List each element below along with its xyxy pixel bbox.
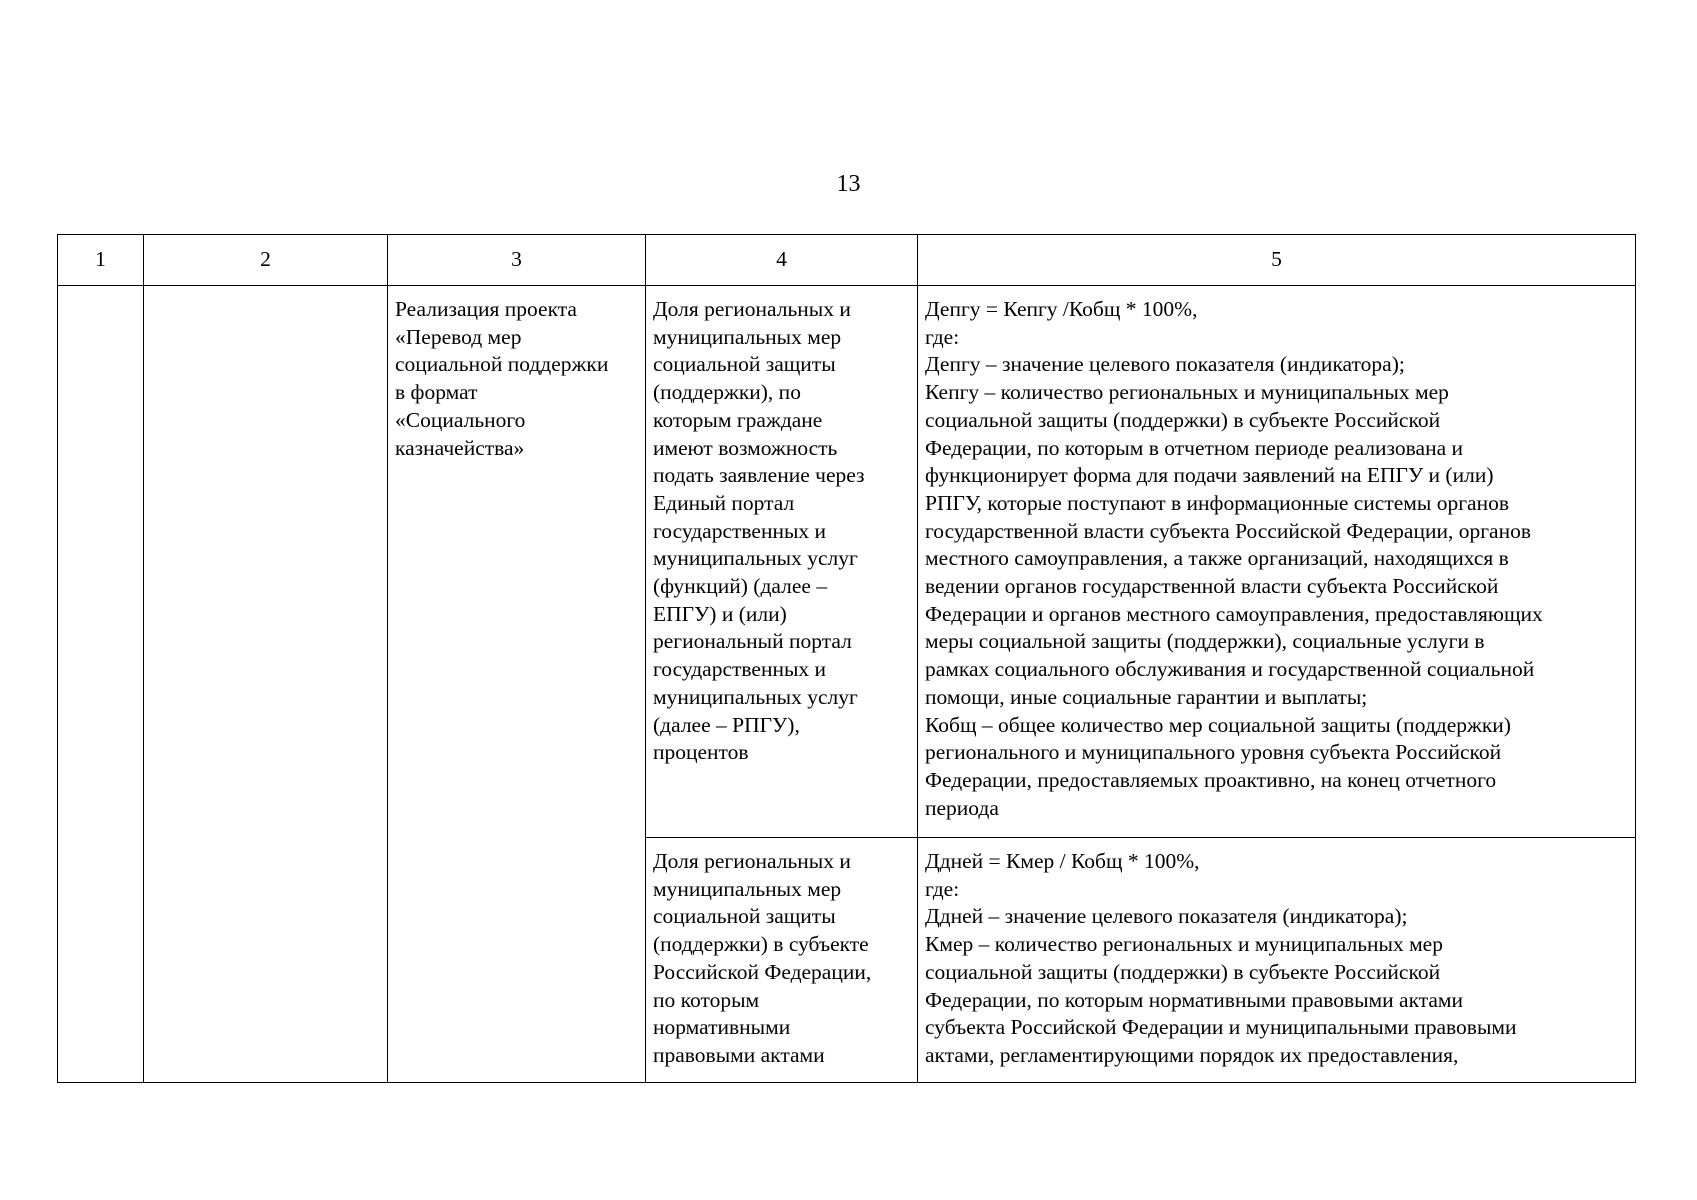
text-line: Ддней = Кмер / Кобщ * 100%,: [925, 849, 1200, 873]
text-line: РПГУ, которые поступают в информационные системы органов: [925, 490, 1509, 515]
text-line: нормативными: [653, 1015, 791, 1040]
text-line: Федерации, предоставляемых проактивно, на конец отчетного: [925, 767, 1497, 792]
text-line: рамках социального обслуживания и государственной социальной: [925, 657, 1535, 682]
text-line: (далее – РПГУ),: [653, 712, 800, 737]
goal-cell: [144, 286, 388, 1083]
formula-cell: [918, 838, 1636, 1083]
text-line: подать заявление через: [653, 463, 865, 488]
column-header-2: 2: [144, 235, 388, 286]
text-line: социальной защиты (поддержки) в субъекте Российской: [925, 959, 1441, 984]
text-line: Депгу = Кепгу /Кобщ * 100%,: [925, 297, 1198, 321]
text-line: в формат: [395, 380, 478, 405]
text-line: государственных и: [653, 518, 827, 543]
indicator-cell: [646, 286, 918, 838]
text-line: Депгу – значение целевого показателя (индикатора);: [925, 352, 1405, 377]
text-line: муниципальных мер: [653, 876, 842, 901]
text-line: Российской Федерации,: [653, 959, 872, 984]
column-header-1: 1: [58, 235, 144, 286]
text-line: муниципальных мер: [653, 324, 842, 349]
text-line: процентов: [653, 740, 749, 765]
text-line: субъекта Российской Федерации и муниципальными правовыми: [925, 1015, 1517, 1040]
indicator-cell: [646, 838, 918, 1083]
text-line: муниципальных услуг: [653, 546, 858, 571]
text-line: Единый портал: [653, 490, 795, 515]
text-line: (поддержки), по: [653, 380, 801, 405]
text-line: регионального и муниципального уровня субъекта Российской: [925, 740, 1502, 765]
page-number: 13: [836, 171, 861, 197]
text-line: ЕПГУ) и (или): [653, 601, 787, 626]
text-line: Кобщ – общее количество мер социальной защиты (поддержки): [925, 712, 1511, 737]
indicators-table: [57, 234, 1636, 1083]
text-line: (поддержки) в субъекте: [653, 932, 869, 957]
text-line: государственной власти субъекта Российской Федерации, органов: [925, 518, 1531, 543]
text-line: казначейства»: [395, 435, 525, 460]
text-line: «Социального: [395, 407, 526, 432]
text-line: Кмер – количество региональных и муниципальных мер: [925, 932, 1443, 957]
text-line: социальной защиты: [653, 352, 836, 377]
text-line: Доля региональных и: [653, 297, 851, 321]
text-line: по которым: [653, 987, 760, 1012]
text-line: Доля региональных и: [653, 849, 851, 873]
text-line: государственных и: [653, 657, 827, 682]
project-cell: [388, 286, 646, 1083]
text-line: Ддней – значение целевого показателя (индикатора);: [925, 904, 1408, 929]
text-line: социальной поддержки: [395, 352, 609, 377]
text-line: Федерации, по которым нормативными правовыми актами: [925, 987, 1464, 1012]
text-line: где:: [925, 324, 960, 349]
text-line: которым граждане: [653, 407, 823, 432]
table-row: [58, 286, 1636, 838]
text-line: имеют возможность: [653, 435, 838, 460]
text-line: муниципальных услуг: [653, 684, 858, 709]
text-line: Реализация проекта: [395, 297, 577, 321]
text-line: Федерации, по которым в отчетном периоде реализована и: [925, 435, 1464, 460]
text-line: ведении органов государственной власти субъекта Российской: [925, 574, 1499, 599]
text-line: (функций) (далее –: [653, 574, 828, 599]
text-line: функционирует форма для подачи заявлений на ЕПГУ и (или): [925, 463, 1494, 488]
text-line: где:: [925, 876, 960, 901]
text-line: социальной защиты: [653, 904, 836, 929]
text-line: социальной защиты (поддержки) в субъекте Российской: [925, 407, 1441, 432]
text-line: меры социальной защиты (поддержки), социальные услуги в: [925, 629, 1485, 654]
row-number-cell: [58, 286, 144, 1083]
text-line: региональный портал: [653, 629, 852, 654]
text-line: помощи, иные социальные гарантии и выплаты;: [925, 684, 1368, 709]
text-line: правовыми актами: [653, 1042, 825, 1067]
text-line: местного самоуправления, а также организаций, находящихся в: [925, 546, 1509, 571]
column-header-4: 4: [646, 235, 918, 286]
column-header-3: 3: [388, 235, 646, 286]
table-header-row: [58, 235, 1636, 286]
text-line: Федерации и органов местного самоуправления, предоставляющих: [925, 601, 1543, 626]
text-line: Кепгу – количество региональных и муниципальных мер: [925, 380, 1449, 405]
text-line: актами, регламентирующими порядок их предоставления,: [925, 1042, 1459, 1067]
formula-cell: [918, 286, 1636, 838]
column-header-5: 5: [918, 235, 1636, 286]
text-line: «Перевод мер: [395, 324, 522, 349]
text-line: периода: [925, 795, 999, 820]
